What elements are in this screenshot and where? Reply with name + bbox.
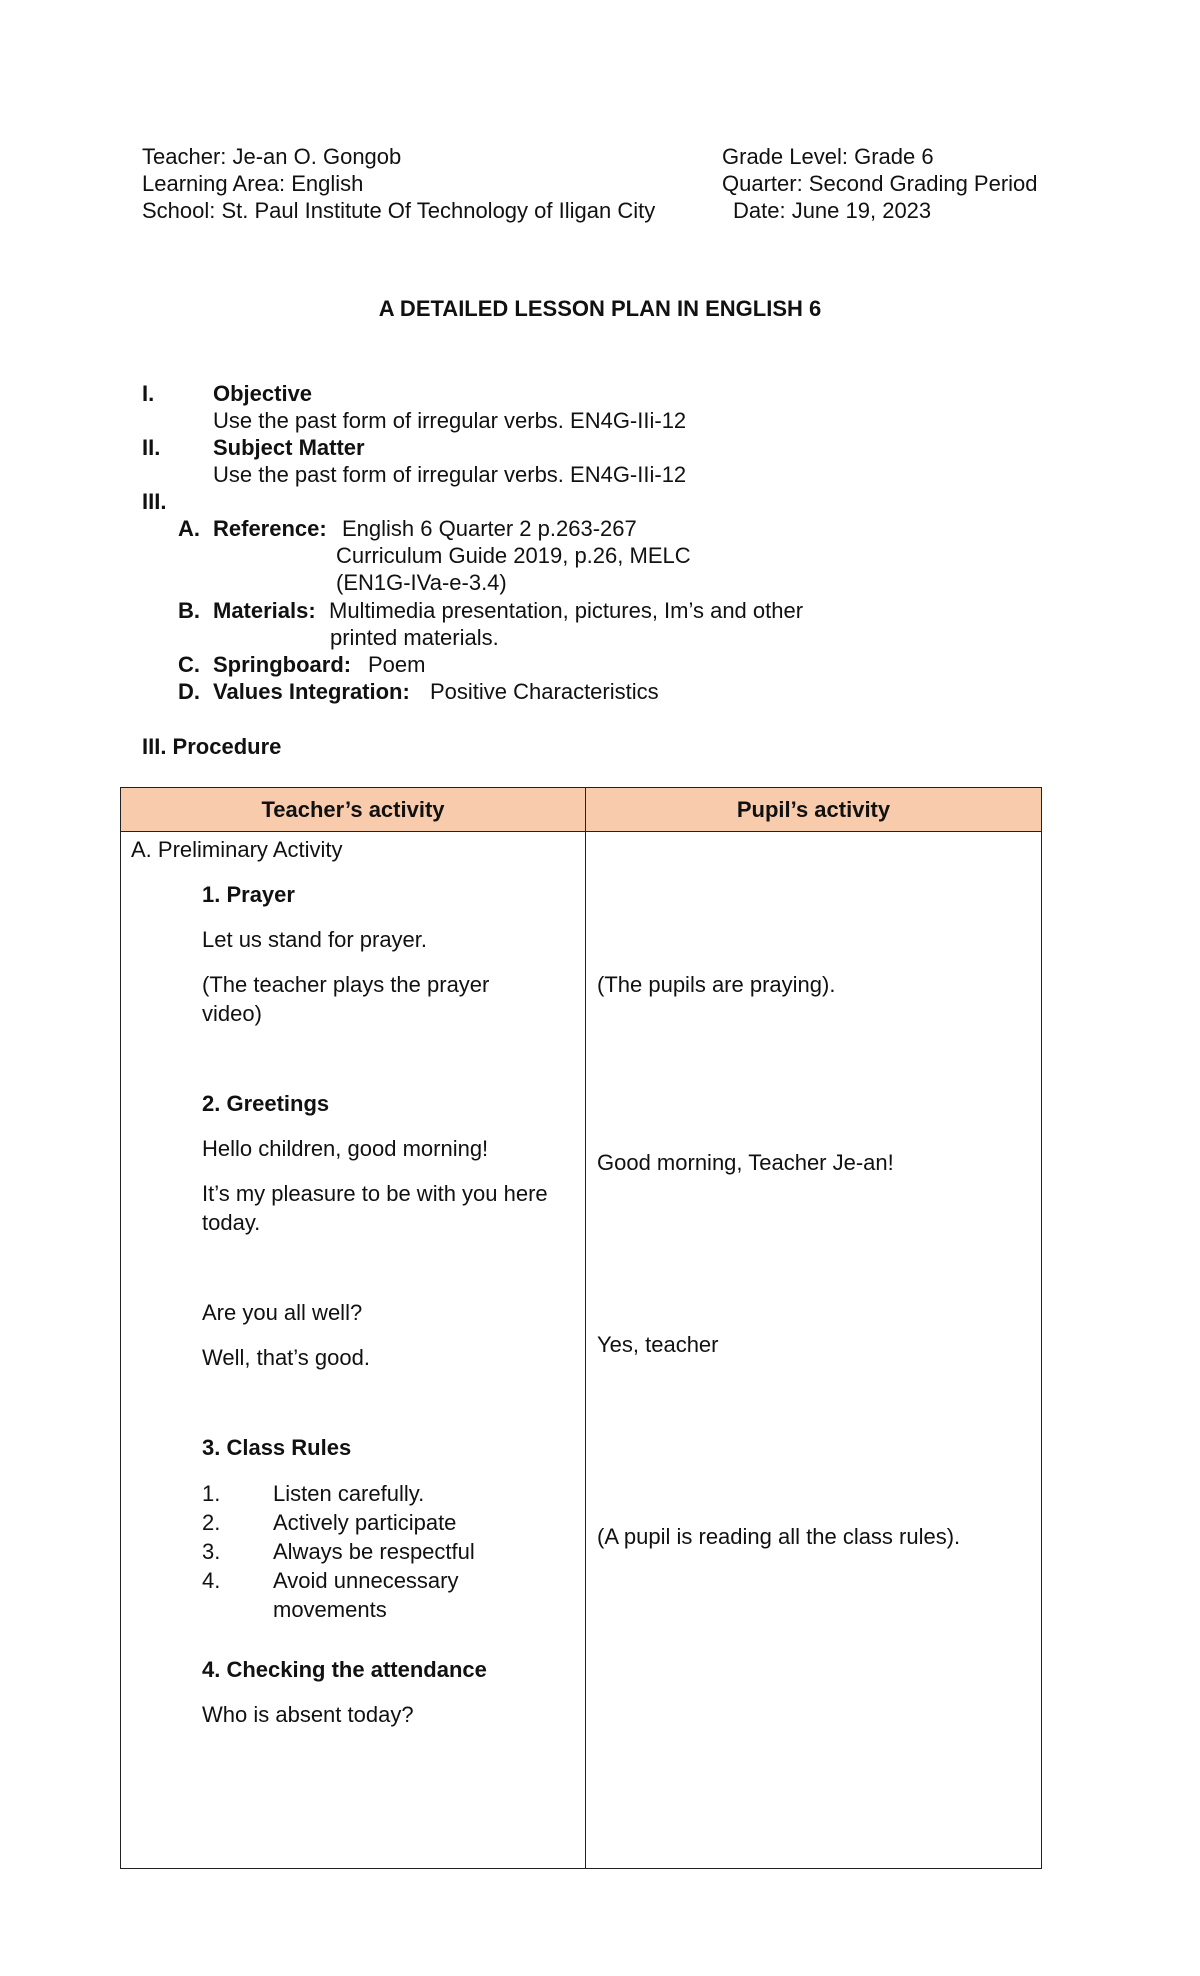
school-name: School: St. Paul Institute Of Technology of Iligan City — [142, 198, 656, 223]
teacher-name: Teacher: Je-an O. Gongob — [142, 144, 402, 169]
teacher-activity-cell — [121, 832, 586, 1869]
springboard-text: Poem — [368, 652, 426, 677]
table-header-row — [121, 788, 1042, 832]
rule-number: 1. — [202, 1481, 221, 1506]
item-a-label: Reference: — [213, 516, 327, 541]
pupil-activity-header: Pupil’s activity — [586, 788, 1042, 832]
reference-line-1: English 6 Quarter 2 p.263-267 — [342, 516, 637, 541]
procedure-heading: III. Procedure — [142, 734, 282, 759]
section-2-number: II. — [142, 435, 161, 460]
section-1-title: Objective — [213, 381, 313, 406]
rule-item: Listen carefully. — [273, 1481, 425, 1506]
class-rules-heading: 3. Class Rules — [202, 1435, 352, 1460]
pupil-activity-cell — [586, 832, 1042, 1869]
grade-level: Grade Level: Grade 6 — [722, 144, 934, 169]
section-2-text: Use the past form of irregular verbs. EN4G-IIi-12 — [213, 462, 687, 487]
quarter: Quarter: Second Grading Period — [722, 171, 1038, 196]
section-1-number: I. — [142, 381, 155, 406]
teacher-activity-header: Teacher’s activity — [121, 788, 586, 832]
reference-line-3: (EN1G-IVa-e-3.4) — [336, 570, 507, 595]
rule-item: Always be respectful — [273, 1539, 475, 1564]
greetings-line-2b: today. — [202, 1210, 261, 1235]
rule-number: 3. — [202, 1539, 221, 1564]
learning-area: Learning Area: English — [142, 171, 364, 196]
section-3-number: III. — [142, 489, 167, 514]
item-a-letter: A. — [178, 516, 200, 541]
table-row — [121, 832, 1042, 1869]
rule-item: Actively participate — [273, 1510, 457, 1535]
item-d-letter: D. — [178, 679, 200, 704]
attendance-line-1: Who is absent today? — [202, 1702, 414, 1727]
section-2-title: Subject Matter — [213, 435, 365, 460]
item-c-letter: C. — [178, 652, 200, 677]
item-d-label: Values Integration: — [213, 679, 410, 704]
rule-number: 2. — [202, 1510, 221, 1535]
date: Date: June 19, 2023 — [733, 198, 932, 223]
pupil-well-response: Yes, teacher — [597, 1332, 719, 1357]
section-1-text: Use the past form of irregular verbs. EN4G-IIi-12 — [213, 408, 687, 433]
greetings-line-1: Hello children, good morning! — [202, 1136, 489, 1161]
item-c-label: Springboard: — [213, 652, 352, 677]
reference-line-2: Curriculum Guide 2019, p.26, MELC — [336, 543, 691, 568]
materials-line-1: Multimedia presentation, pictures, Im’s and other — [329, 598, 804, 623]
rule-item: Avoid unnecessary — [273, 1568, 459, 1593]
item-b-label: Materials: — [213, 598, 316, 623]
rule-item-continued: movements — [273, 1597, 387, 1622]
greetings-heading: 2. Greetings — [202, 1091, 330, 1116]
item-b-letter: B. — [178, 598, 200, 623]
greetings-line-3: Are you all well? — [202, 1300, 363, 1325]
greetings-line-2a: It’s my pleasure to be with you here — [202, 1181, 548, 1206]
prayer-line-2b: video) — [202, 1001, 262, 1026]
preliminary-activity: A. Preliminary Activity — [131, 837, 343, 862]
prayer-line-2a: (The teacher plays the prayer — [202, 972, 490, 997]
pupil-rules-response: (A pupil is reading all the class rules). — [597, 1524, 961, 1549]
prayer-heading: 1. Prayer — [202, 882, 295, 907]
procedure-table — [120, 787, 1042, 1869]
pupil-greeting-response: Good morning, Teacher Je-an! — [597, 1150, 894, 1175]
page-title: A DETAILED LESSON PLAN IN ENGLISH 6 — [378, 296, 822, 321]
greetings-line-4: Well, that’s good. — [202, 1345, 370, 1370]
prayer-line-1: Let us stand for prayer. — [202, 927, 428, 952]
rule-number: 4. — [202, 1568, 221, 1593]
attendance-heading: 4. Checking the attendance — [202, 1657, 487, 1682]
materials-line-2: printed materials. — [330, 625, 499, 650]
values-integration-text: Positive Characteristics — [430, 679, 659, 704]
pupil-prayer-response: (The pupils are praying). — [597, 972, 836, 997]
